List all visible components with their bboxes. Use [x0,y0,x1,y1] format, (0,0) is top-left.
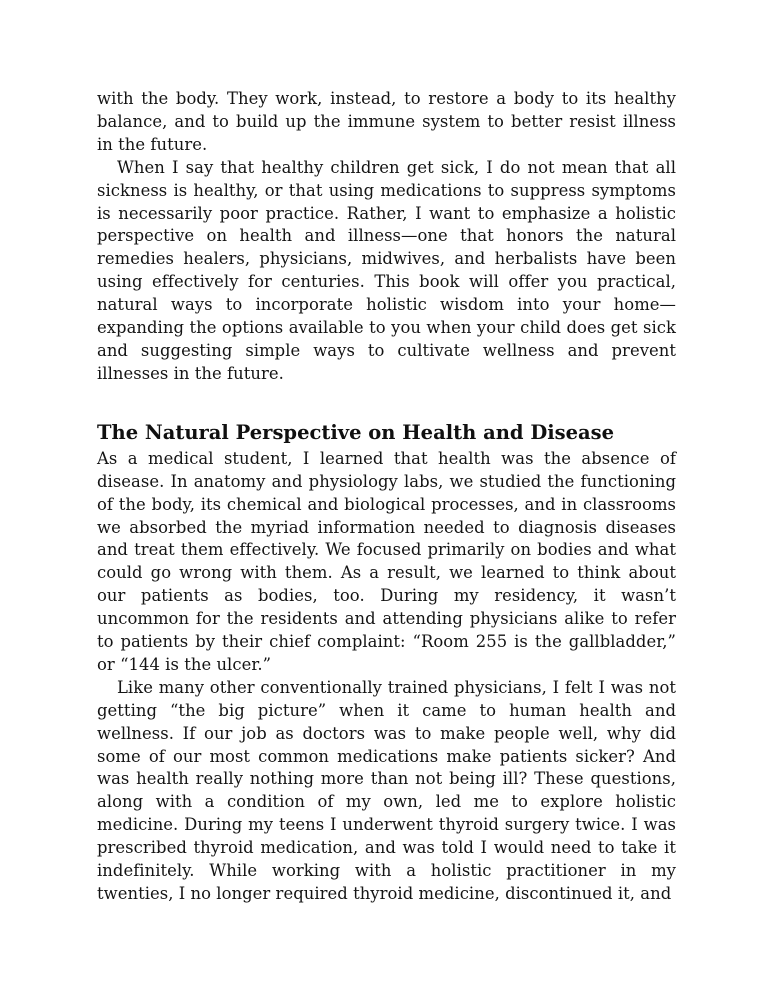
section-heading: The Natural Perspective on Health and Disease [97,420,615,444]
paragraph-big-picture: Like many other conventionally trained physicians, I felt I was not getting “the big picture” when it came to human health and wellness. If our job as doctors was to make people well, why did some of our most common medications make patients sicker? And was health really nothing more than not being ill? These questions, along with a condition of my own, led me to explore holistic medicine. During my teens I underwent thyroid surgery twice. I was prescribed thyroid medication, and was told I would need to take it indefinitely. While working with a holistic practitioner in my twenties, I no longer required thyroid medicine, discontinued it, and [97,677,676,903]
paragraph-holistic-perspective: When I say that healthy children get sick, I do not mean that all sickness is healthy, or that using medications to suppress symptoms is necessarily poor practice. Rather, I want to emphasize a holistic perspective on health and illness—one that honors the natural remedies healers, physicians, midwives, and herbalists have been using effectively for centuries. This book will offer you practical, natural ways to incorporate holistic wisdom into your home—expanding the options available to you when your child does get sick and suggesting simple ways to cultivate wellness and prevent illnesses in the future. [97,157,676,383]
paragraph-continued: with the body. They work, instead, to restore a body to its healthy balance, and to build up the immune system to better resist illness in the future. [97,89,676,154]
paragraph-medical-student: As a medical student, I learned that health was the absence of disease. In anatomy and physiology labs, we studied the functioning of the body, its chemical and biological processes, and in classrooms we absorbed the myriad information needed to diagnosis diseases and treat them effectively. We focused primarily on bodies and what could go wrong with them. As a result, we learned to think about our patients as bodies, too. During my residency, it wasn’t uncommon for the residents and attending physicians alike to refer to patients by their chief complaint: “Room 255 is the gallbladder,” or “144 is the ulcer.” [97,448,676,674]
book-page [97,88,676,906]
